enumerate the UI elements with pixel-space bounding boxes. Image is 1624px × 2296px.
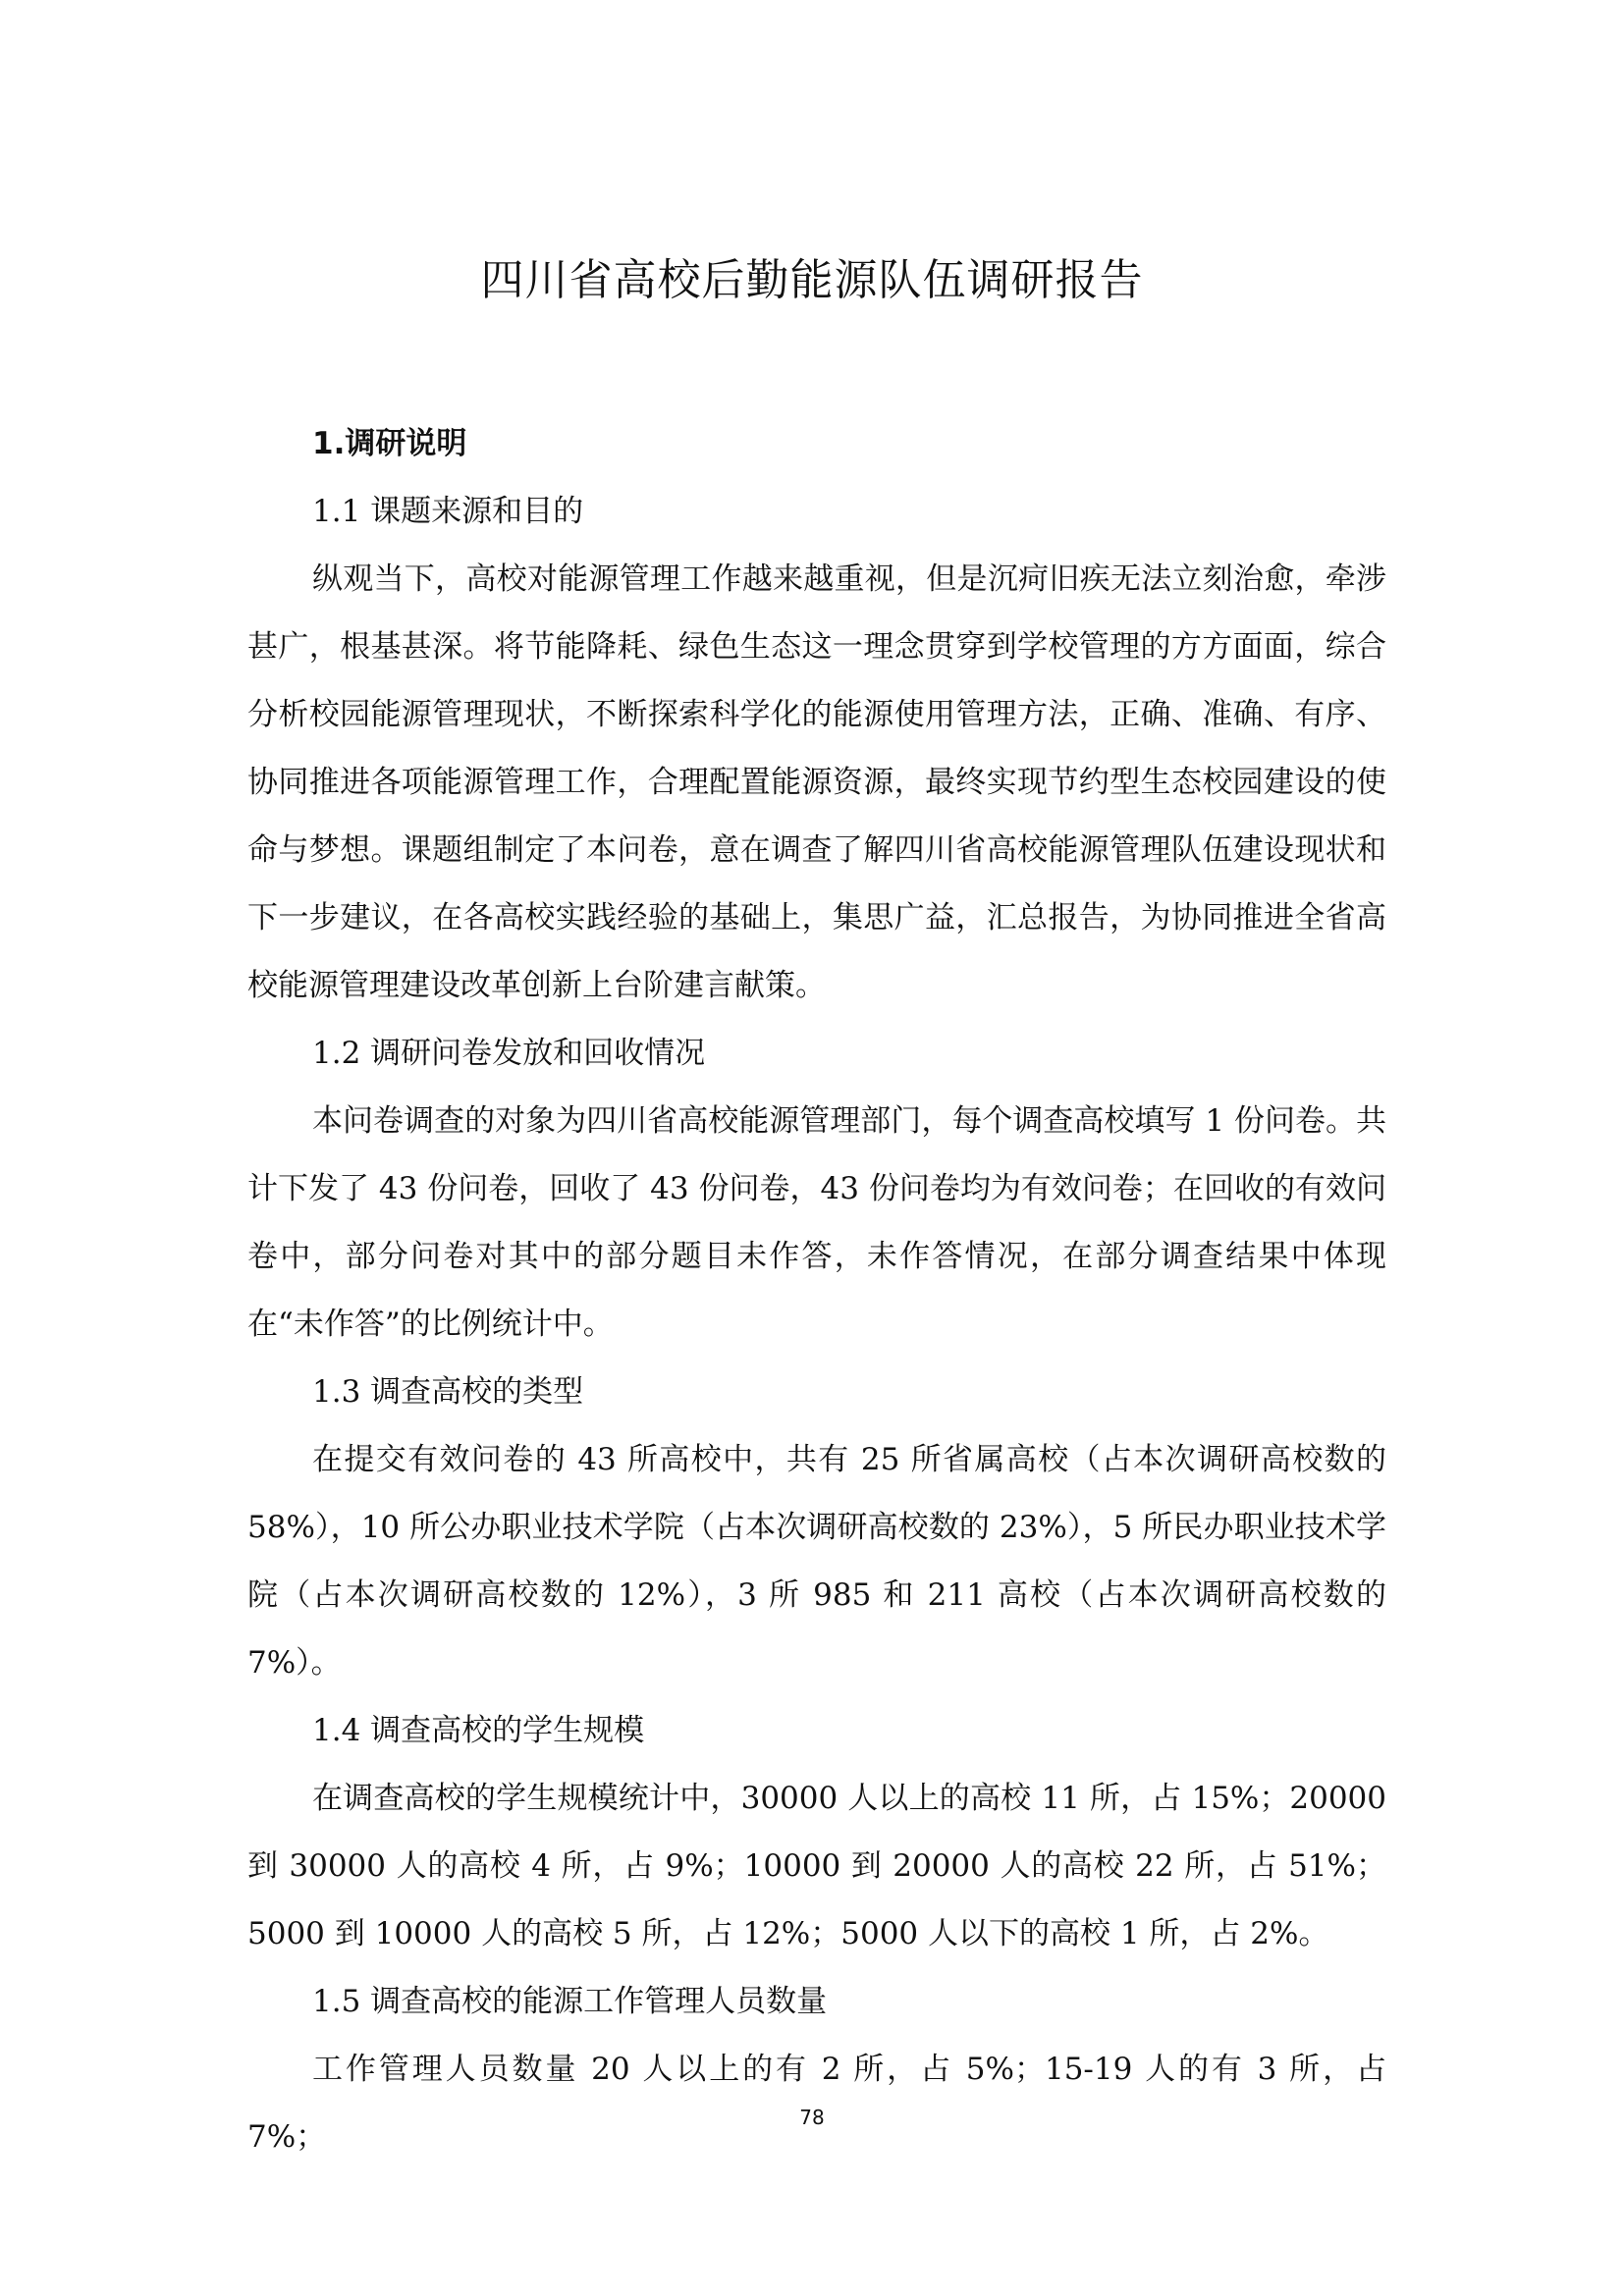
subsection-heading-1-1: 1.1 课题来源和目的 [312, 494, 584, 529]
subsection-heading-1-3: 1.3 调查高校的类型 [312, 1374, 584, 1410]
document-title: 四川省高校后勤能源队伍调研报告 [480, 255, 1144, 305]
paragraph-1-4: 在调查高校的学生规模统计中，30000 人以上的高校 11 所，占 15%；20000 到 30000 人的高校 4 所，占 9%；10000 到 20000 人的高校 22 所，占 51%；5000 到 10000 人的高校 5 所，占 12%；5000 人以下的高校 1 所，占 2%。 [247, 1781, 1386, 1951]
page-number: 78 [799, 2106, 825, 2129]
paragraph-1-2: 本问卷调查的对象为四川省高校能源管理部门，每个调查高校填写 1 份问卷。共计下发了 43 份问卷，回收了 43 份问卷，43 份问卷均为有效问卷；在回收的有效问卷中，部分问卷对其中的部分题目未作答，未作答情况，在部分调查结果中体现在“未作答”的比例统计中。 [247, 1103, 1386, 1342]
paragraph-1-1: 纵观当下，高校对能源管理工作越来越重视，但是沉疴旧疾无法立刻治愈，牵涉甚广，根基甚深。将节能降耗、绿色生态这一理念贯穿到学校管理的方方面面，综合分析校园能源管理现状，不断探索科学化的能源使用管理方法，正确、准确、有序、协同推进各项能源管理工作，合理配置能源资源，最终实现节约型生态校园建设的使命与梦想。课题组制定了本问卷，意在调查了解四川省高校能源管理队伍建设现状和下一步建议，在各高校实践经验的基础上，集思广益，汇总报告，为协同推进全省高校能源管理建设改革创新上台阶建言献策。 [247, 561, 1386, 1003]
document-body [247, 410, 1386, 2171]
subsection-heading-1-2: 1.2 调研问卷发放和回收情况 [312, 1036, 706, 1071]
section-heading: 1.调研说明 [312, 426, 467, 461]
paragraph-1-3: 在提交有效问卷的 43 所高校中，共有 25 所省属高校（占本次调研高校数的 58%），10 所公办职业技术学院（占本次调研高校数的 23%），5 所民办职业技术学院（占本次调研高校数的 12%），3 所 985 和 211 高校（占本次调研高校数的 7%）。 [247, 1442, 1386, 1681]
subsection-heading-1-4: 1.4 调查高校的学生规模 [312, 1713, 645, 1748]
subsection-heading-1-5: 1.5 调查高校的能源工作管理人员数量 [312, 1984, 828, 2019]
paragraph-1-5: 工作管理人员数量 20 人以上的有 2 所，占 5%；15-19 人的有 3 所，占 7%； [247, 2052, 1386, 2155]
